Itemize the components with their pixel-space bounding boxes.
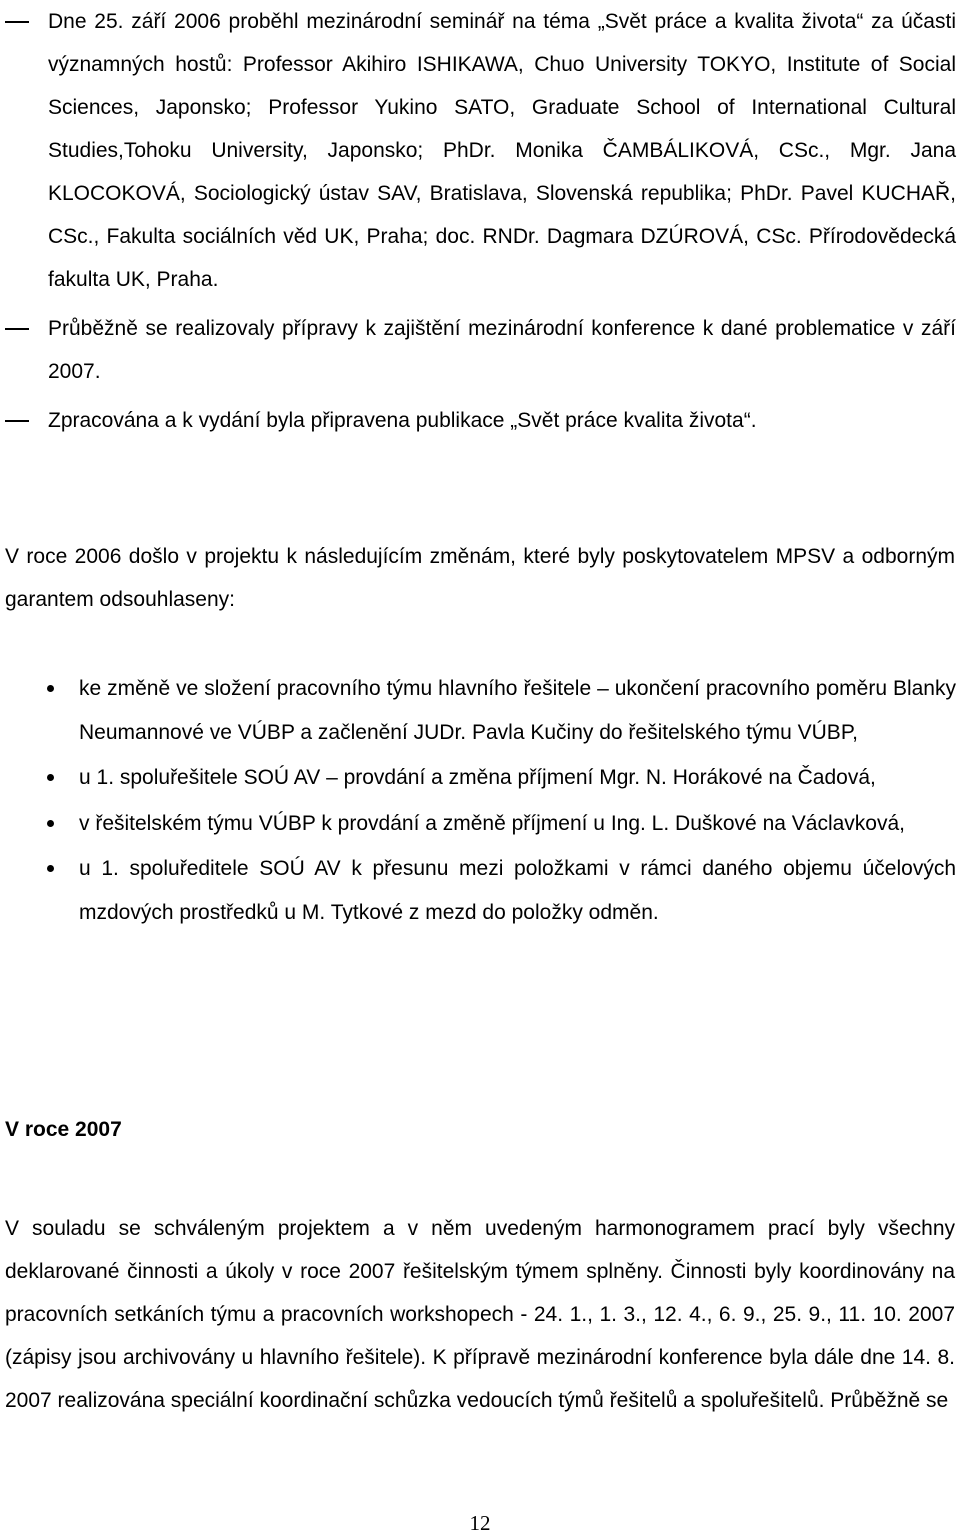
list-item	[0, 756, 960, 800]
list-item	[0, 847, 960, 934]
list-item-text: u 1. spoluředitele SOÚ AV k přesunu mezi položkami v rámci daného objemu účelových mzdových prostředků u M. Tytkové z mezd do položky odměn.	[79, 857, 956, 924]
dash-bullet-icon	[5, 328, 29, 330]
seminar-list	[0, 0, 960, 442]
page-number: 12	[469, 1511, 491, 1535]
list-item-text: Zpracována a k vydání byla připravena publikace „Svět práce kvalita života“.	[48, 409, 757, 432]
list-item-text: ke změně ve složení pracovního týmu hlavního řešitele – ukončení pracovního poměru Blanky Neumannové ve VÚBP a začlenění JUDr. Pavla Kučiny do řešitelského týmu VÚBP,	[79, 677, 956, 744]
list-item	[0, 667, 960, 754]
section-paragraph: V souladu se schváleným projektem a v něm uvedeným harmonogramem prací byly všechny deklarované činnosti a úkoly v roce 2007 řešitelským týmem splněny. Činnosti byly koordinovány na pracovních setkáních týmu a pracovních workshopech - 24. 1., 1. 3., 12. 4., 6. 9., 25. 9., 11. 10. 2007 (zápisy jsou archivovány u hlavního řešitele). K přípravě mezinárodní konference byla dále dne 14. 8. 2007 realizována speciální koordinační schůzka vedoucích týmů řešitelů a spoluřešitelů. Průběžně se	[5, 1217, 955, 1412]
dash-bullet-icon	[5, 420, 29, 422]
bullet-dot-icon	[47, 820, 54, 827]
changes-list	[0, 667, 960, 934]
dash-bullet-icon	[5, 21, 29, 23]
list-item-text: u 1. spoluřešitele SOÚ AV – provdání a změna příjmení Mgr. N. Horákové na Čadová,	[79, 766, 876, 789]
list-item	[0, 802, 960, 846]
list-item	[0, 399, 960, 442]
list-item-text: v řešitelském týmu VÚBP k provdání a změně příjmení u Ing. L. Duškové na Václavková,	[79, 811, 905, 835]
list-item-text: Průběžně se realizovaly přípravy k zajištění mezinárodní konference k dané problematice v září 2007.	[48, 317, 956, 383]
list-item-text: Dne 25. září 2006 proběhl mezinárodní seminář na téma „Svět práce a kvalita života“ za účasti významných hostů: Professor Akihiro ISHIKAWA, Chuo University TOKYO, Institute of Social Sciences, Japonsko; Professor Yukino SATO, Graduate School of International Cultural Studies,Tohoku University, Japonsko; PhDr. Monika ČAMBÁLIKOVÁ, CSc., Mgr. Jana KLOCOKOVÁ, Sociologický ústav SAV, Bratislava, Slovenská republika; PhDr. Pavel KUCHAŘ, CSc., Fakulta sociálních věd UK, Praha; doc. RNDr. Dagmara DZÚROVÁ, CSc. Přírodovědecká fakulta UK, Praha.	[48, 10, 956, 291]
bullet-dot-icon	[47, 685, 54, 692]
list-item	[0, 307, 960, 393]
bullet-dot-icon	[47, 865, 54, 872]
changes-intro-paragraph: V roce 2006 došlo v projektu k následujícím změnám, které byly poskytovatelem MPSV a odborným garantem odsouhlaseny:	[5, 545, 955, 611]
bullet-dot-icon	[47, 774, 54, 781]
list-item	[0, 0, 960, 301]
section-heading: V roce 2007	[5, 1118, 122, 1141]
